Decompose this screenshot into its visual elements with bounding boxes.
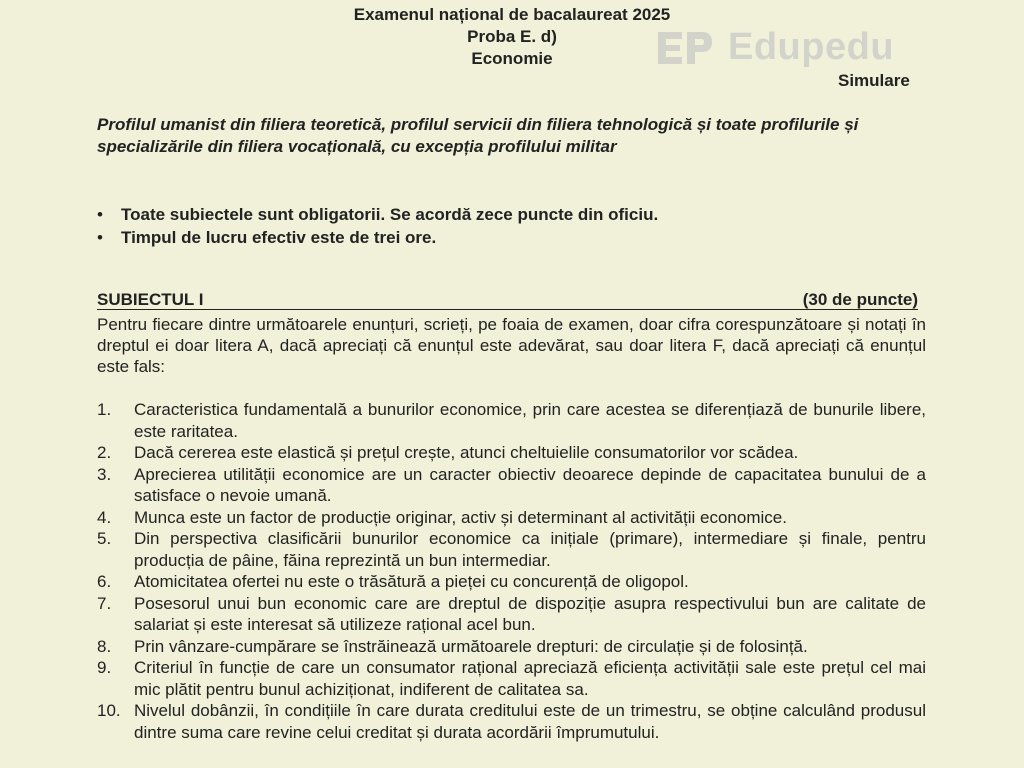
question-number: 3. <box>97 464 112 484</box>
rules-list <box>97 203 927 249</box>
subject-heading <box>97 290 918 310</box>
question-item <box>97 657 926 700</box>
question-text: Dacă cererea este elastică și prețul crește, atunci cheltuielile consumatorilor vor scădea. <box>134 443 799 462</box>
question-number: 2. <box>97 443 112 462</box>
question-number: 7. <box>97 593 112 613</box>
subject-title: SUBIECTUL I <box>97 290 204 309</box>
question-number: 10. <box>97 701 121 720</box>
question-item <box>97 700 926 743</box>
question-number: 9. <box>97 658 112 677</box>
question-number: 1. <box>97 400 112 419</box>
watermark-text: Edupedu <box>728 26 895 68</box>
question-text: Munca este un factor de producție originar, activ și determinant al activității economice. <box>134 507 787 527</box>
edupedu-logo-icon <box>654 28 716 68</box>
question-item <box>97 593 926 636</box>
question-item <box>97 636 926 658</box>
subject-points: (30 de puncte) <box>802 290 918 309</box>
question-text: Din perspectiva clasificării bunurilor economice ca inițiale (primare), intermediare și finale, pentru producția de pâine, făina reprezintă un bun intermediar. <box>134 529 926 570</box>
question-number: 4. <box>97 507 112 527</box>
question-number: 8. <box>97 636 112 656</box>
question-item <box>97 464 926 507</box>
question-number: 5. <box>97 529 112 548</box>
question-item <box>97 571 926 593</box>
question-item <box>97 507 926 529</box>
question-text: Prin vânzare-cumpărare se înstrăinează următoarele drepturi: de circulație și de folosință. <box>134 636 808 656</box>
bullet-icon: • <box>97 228 103 247</box>
question-item <box>97 399 926 442</box>
question-text: Criteriul în funcție de care un consumator rațional apreciază eficiența activității sale este prețul cel mai mic plătit pentru bunul achiziționat, indiferent de calitatea sa. <box>134 658 926 699</box>
question-text: Nivelul dobânzii, în condițiile în care durata creditului este de un trimestru, se obține calculând produsul dintre suma care revine celui creditat și durata acordării împrumutului. <box>134 701 926 742</box>
profile-description: Profilul umanist din filiera teoretică, profilul servicii din filiera tehnologică și toate profilurile și specializările din filiera vocațională, cu excepția profilului militar <box>97 115 859 156</box>
questions-list <box>97 399 926 743</box>
question-text: Posesorul unui bun economic care are dreptul de dispoziție asupra respectivului bun are calitate de salariat și este interesat să utilizeze rațional acel bun. <box>134 593 926 634</box>
question-text: Caracteristica fundamentală a bunurilor economice, prin care acestea se diferențiază de bunurile libere, este raritatea. <box>134 400 926 441</box>
rule-item: • Toate subiectele sunt obligatorii. Se acordă zece puncte din oficiu. <box>97 205 659 224</box>
question-text: Atomicitatea ofertei nu este o trăsătură a pieței cu concurență de oligopol. <box>134 572 689 591</box>
edupedu-watermark <box>654 26 894 69</box>
question-number: 6. <box>97 572 112 591</box>
simulation-label: Simulare <box>838 71 910 90</box>
exam-subject-name: Economie <box>471 49 553 68</box>
exam-probe: Proba E. d) <box>467 27 557 46</box>
bullet-icon: • <box>97 205 103 224</box>
question-item <box>97 528 926 571</box>
exam-title: Examenul național de bacalaureat 2025 <box>353 5 671 24</box>
rule-item: • Timpul de lucru efectiv este de trei ore. <box>97 228 437 247</box>
subject-instructions: Pentru fiecare dintre următoarele enunțuri, scrieți, pe foaia de examen, doar cifra corespunzătoare și notați în dreptul ei doar litera A, dacă apreciați că enunțul este adevărat, sau doar litera F, dacă apreciați că enunțul este fals: <box>97 315 926 376</box>
question-text: Aprecierea utilității economice are un caracter obiectiv deoarece depinde de capacitatea bunului de a satisface o nevoie umană. <box>134 464 926 505</box>
question-item <box>97 442 926 464</box>
